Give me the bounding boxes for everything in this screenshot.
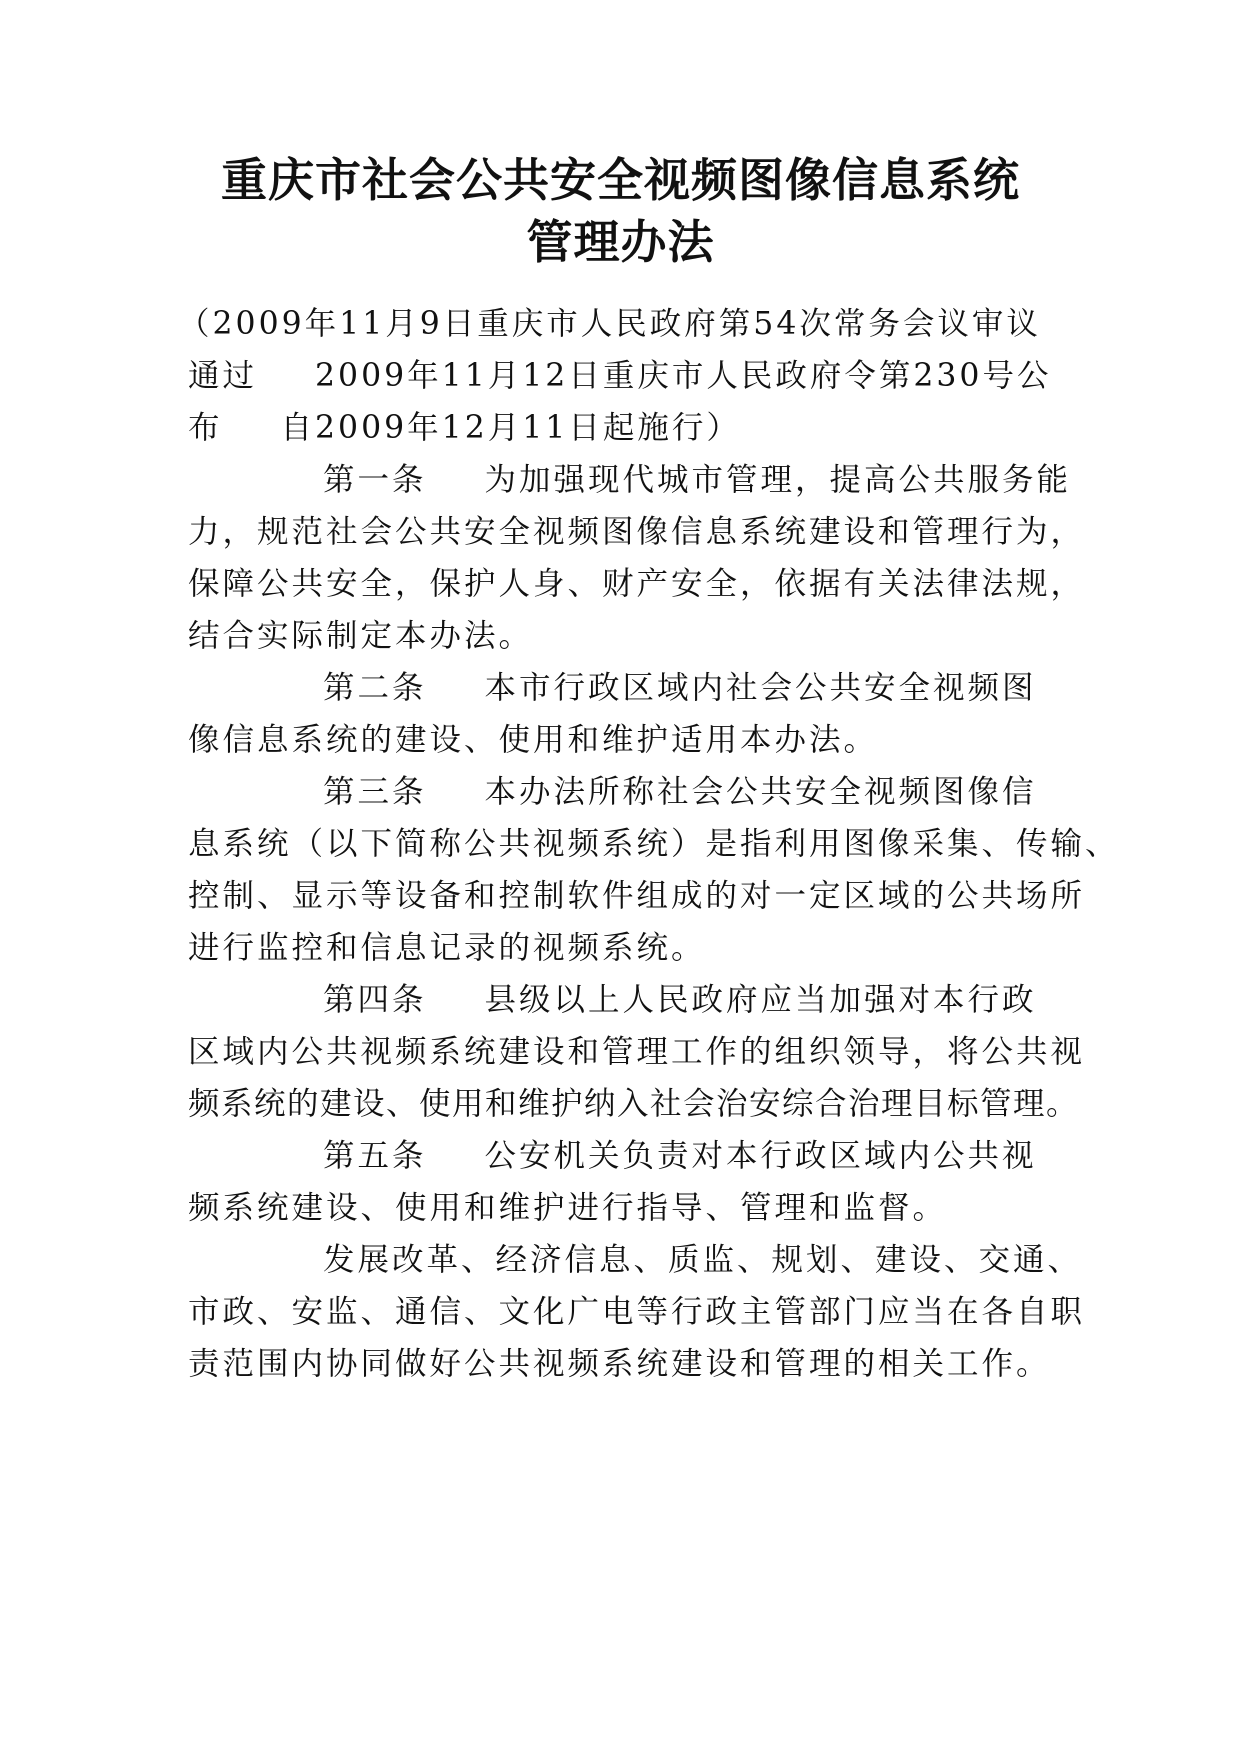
- preamble-line2-a: 通过: [188, 358, 258, 394]
- article-1-heading: 第一条: [323, 462, 427, 498]
- article-4-first: 县级以上人民政府应当加强对本行政: [484, 982, 1037, 1018]
- last-paragraph-line: 市政、安监、通信、文化广电等行政主管部门应当在各自职: [188, 1294, 1086, 1330]
- article-3-line: 控制、显示等设备和控制软件组成的对一定区域的公共场所: [188, 878, 1086, 914]
- article-1-first: 为加强现代城市管理，提高公共服务能: [484, 462, 1072, 498]
- article-3-heading: 第三条: [323, 774, 427, 810]
- article-2-first-line: [323, 668, 1037, 708]
- document-title-line2: 管理办法: [526, 215, 715, 269]
- article-2-line: 像信息系统的建设、使用和维护适用本办法。: [188, 722, 879, 758]
- article-3-line: 息系统（以下简称公共视频系统）是指利用图像采集、传输、: [188, 826, 1120, 862]
- preamble-line2-b: 2009年11月12日重庆市人民政府令第230号公: [315, 358, 1052, 394]
- article-4-line: 频系统的建设、使用和维护纳入社会治安综合治理目标管理。: [188, 1086, 1080, 1122]
- article-2-first: 本市行政区域内社会公共安全视频图: [484, 670, 1037, 706]
- article-5-line: 频系统建设、使用和维护进行指导、管理和监督。: [188, 1190, 948, 1226]
- preamble-line3: [188, 408, 741, 448]
- article-2-heading: 第二条: [323, 670, 427, 706]
- article-5-first: 公安机关负责对本行政区域内公共视: [484, 1138, 1037, 1174]
- document-title-line1: 重庆市社会公共安全视频图像信息系统: [221, 153, 1020, 207]
- article-1-line: 保障公共安全，保护人身、财产安全，依据有关法律法规，: [188, 566, 1086, 602]
- preamble-line1: （2009年11月9日重庆市人民政府第54次常务会议审议: [178, 306, 1041, 342]
- article-5-first-line: [323, 1136, 1037, 1176]
- article-1-line: 结合实际制定本办法。: [188, 618, 534, 654]
- article-4-first-line: [323, 980, 1037, 1020]
- article-4-line: 区域内公共视频系统建设和管理工作的组织领导，将公共视: [188, 1034, 1086, 1070]
- preamble-line2: [188, 356, 1051, 396]
- article-5-heading: 第五条: [323, 1138, 427, 1174]
- article-3-first-line: [323, 772, 1037, 812]
- preamble-line3-b: 自2009年12月11日起施行）: [280, 410, 741, 446]
- article-3-line: 进行监控和信息记录的视频系统。: [188, 930, 706, 966]
- article-3-first: 本办法所称社会公共安全视频图像信: [484, 774, 1037, 810]
- article-1-line: 力，规范社会公共安全视频图像信息系统建设和管理行为，: [188, 514, 1086, 550]
- last-paragraph-line: 责范围内协同做好公共视频系统建设和管理的相关工作。: [188, 1346, 1051, 1382]
- last-paragraph-first-line: 发展改革、经济信息、质监、规划、建设、交通、: [323, 1242, 1083, 1278]
- preamble-line3-a: 布: [188, 410, 223, 446]
- article-1-first-line: [323, 460, 1071, 500]
- article-4-heading: 第四条: [323, 982, 427, 1018]
